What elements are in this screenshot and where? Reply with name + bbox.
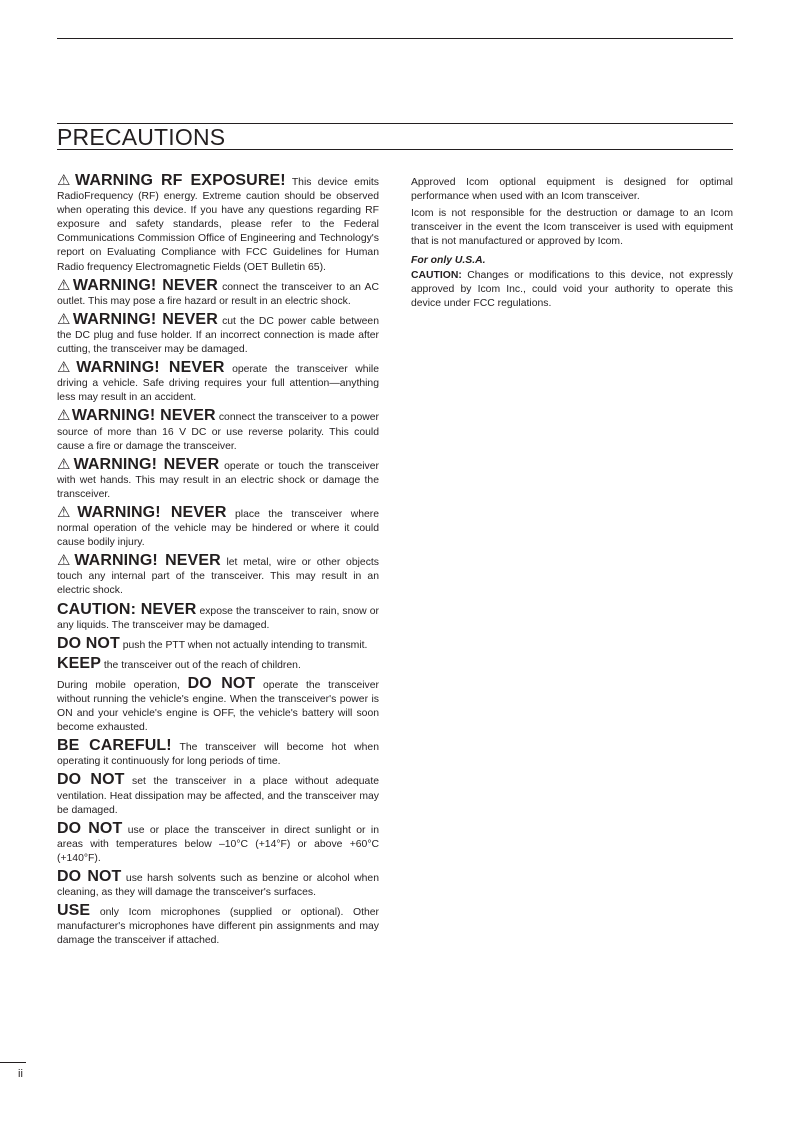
precaution-item xyxy=(57,503,379,550)
precaution-heading-text: WARNING! NEVER xyxy=(77,503,227,521)
precaution-text: only Icom microphones (supplied or optional). Other manufacturer's microphones have different pin assignments and may damage the transceiver if attached. xyxy=(57,907,379,947)
precaution-item xyxy=(57,455,379,502)
precaution-text: operate the transceiver without running the vehicle's engine. When the transceiver's power is ON and your vehicle's engine is OFF, the vehicle's battery will soon become exhausted. xyxy=(57,679,379,734)
precaution-item xyxy=(57,773,379,817)
precaution-heading xyxy=(57,504,226,521)
precaution-heading xyxy=(57,172,286,189)
precaution-heading xyxy=(57,868,121,885)
warning-triangle-icon: ⚠ xyxy=(57,455,73,473)
precaution-heading-text: DO NOT xyxy=(57,634,120,652)
precaution-text: operate or touch the transceiver with wet hands. This may result in an electric shock or damage the transceiver. xyxy=(57,460,379,500)
precaution-heading xyxy=(57,635,120,652)
precaution-text: This device emits RadioFrequency (RF) energy. Extreme caution should be observed when operating this device. If you have any questions regarding RF exposure and safety standards, please refer to the Federal Communications Commission Office of Engineering and Technology's report on Evaluating Compliance with FCC Guidelines for Human Radio frequency Electromagnetic Fields (OET Bulletin 65). xyxy=(57,177,379,273)
precaution-heading xyxy=(57,456,219,473)
warning-triangle-icon: ⚠ xyxy=(57,310,72,328)
warning-triangle-icon: ⚠ xyxy=(57,503,77,521)
page-number: ii xyxy=(18,1068,23,1080)
warning-triangle-icon: ⚠ xyxy=(57,276,72,294)
precaution-heading-text: CAUTION: NEVER xyxy=(57,600,197,618)
title-rule-bottom xyxy=(57,149,733,150)
warning-triangle-icon: ⚠ xyxy=(57,407,71,425)
precaution-heading xyxy=(57,311,218,328)
precaution-heading xyxy=(188,675,256,692)
precaution-heading-text: WARNING! NEVER xyxy=(76,359,225,377)
precaution-heading xyxy=(57,407,216,424)
precaution-heading xyxy=(57,359,225,376)
precaution-heading xyxy=(57,277,218,294)
precaution-text: push the PTT when not actually intending to transmit. xyxy=(119,639,368,651)
precaution-heading xyxy=(57,601,196,618)
precaution-heading-text: DO NOT xyxy=(187,674,256,692)
precaution-text: the transceiver out of the reach of children. xyxy=(100,659,301,671)
precaution-heading xyxy=(57,771,124,788)
footer-rule xyxy=(0,1062,26,1063)
precaution-text: let metal, wire or other objects touch any internal part of the transceiver. This may result in an electric shock. xyxy=(57,557,379,597)
caution-text: Changes or modifications to this device, not expressly approved by Icom Inc., could void your authority to operate this device under FCC regulations. xyxy=(411,269,733,309)
precaution-prefix: During mobile operation, xyxy=(57,679,188,691)
precaution-heading-text: WARNING! NEVER xyxy=(73,455,220,473)
precaution-heading-text: WARNING! NEVER xyxy=(71,407,216,425)
approved-equipment-paragraph: Approved Icom optional equipment is designed for optimal performance when used with an Icom transceiver. xyxy=(411,177,733,203)
left-column xyxy=(57,174,379,953)
precaution-item xyxy=(57,600,379,633)
precaution-heading-text: DO NOT xyxy=(57,771,125,789)
precaution-heading xyxy=(57,552,221,569)
warning-triangle-icon: ⚠ xyxy=(57,359,76,377)
precaution-item xyxy=(57,819,379,866)
precaution-item xyxy=(57,634,379,653)
precaution-item xyxy=(57,904,379,948)
precaution-item xyxy=(57,276,379,309)
precaution-text: The transceiver will become hot when operating it continuously for long periods of time. xyxy=(57,742,379,768)
precaution-text: use harsh solvents such as benzine or alcohol when cleaning, as they will damage the transceiver's surfaces. xyxy=(57,873,379,899)
precaution-item xyxy=(57,310,379,357)
precaution-item xyxy=(57,361,379,405)
precaution-heading-text: WARNING! NEVER xyxy=(74,552,221,570)
precaution-heading-text: KEEP xyxy=(57,654,101,672)
precaution-heading-text: DO NOT xyxy=(57,819,123,837)
precaution-heading-text: DO NOT xyxy=(57,868,122,886)
right-column xyxy=(411,176,733,314)
precaution-text: place the transceiver where normal operation of the vehicle may be hindered or where it could cause bodily injury. xyxy=(57,508,379,549)
responsibility-paragraph: Icom is not responsible for the destruction or damage to an Icom transceiver in the event the Icom transceiver is used with equipment that is not manufactured or approved by Icom. xyxy=(411,208,733,248)
caution-label: CAUTION: xyxy=(411,269,462,281)
page-title: PRECAUTIONS xyxy=(57,124,226,150)
precaution-item xyxy=(57,654,379,673)
warning-triangle-icon: ⚠ xyxy=(57,172,74,189)
precaution-heading xyxy=(57,820,122,837)
precaution-heading-text: WARNING RF EXPOSURE! xyxy=(75,172,286,189)
precaution-text: cut the DC power cable between the DC plug and fuse holder. If an incorrect connection is made after cutting, the transceiver may be damaged. xyxy=(57,315,379,356)
precaution-text: expose the transceiver to rain, snow or any liquids. The transceiver may be damaged. xyxy=(57,605,379,631)
fcc-caution-paragraph xyxy=(411,269,733,311)
precaution-heading xyxy=(57,902,90,919)
precaution-heading-text: USE xyxy=(57,902,91,920)
precaution-text: use or place the transceiver in direct sunlight or in areas with temperatures below –10°C (+14°F) or above +60°C (+140°F). xyxy=(57,824,379,864)
precaution-item xyxy=(57,674,379,735)
precaution-heading xyxy=(57,737,172,754)
precaution-text: connect the transceiver to an AC outlet. This may pose a fire hazard or result in an electric shock. xyxy=(57,281,379,307)
precaution-item xyxy=(57,870,379,900)
precaution-text: operate the transceiver while driving a vehicle. Safe driving requires your full attention—anything less may result in an accident. xyxy=(57,364,379,404)
warning-triangle-icon: ⚠ xyxy=(57,552,74,570)
precaution-item xyxy=(57,554,379,598)
precaution-text: set the transceiver in a place without adequate ventilation. Heat dissipation may be affected, and the transceiver may be damaged. xyxy=(57,776,379,816)
usa-heading: For only U.S.A. xyxy=(411,255,486,267)
precaution-item xyxy=(57,174,379,275)
precaution-text: connect the transceiver to a power source of more than 16 V DC or use reverse polarity. This could cause a fire or damage the transceiver. xyxy=(57,412,379,452)
precaution-item xyxy=(57,409,379,453)
precaution-item xyxy=(57,739,379,769)
precaution-heading-text: WARNING! NEVER xyxy=(72,276,218,294)
precaution-heading-text: WARNING! NEVER xyxy=(72,310,218,328)
precaution-heading xyxy=(57,655,101,672)
header-rule xyxy=(57,38,733,39)
precaution-heading-text: BE CAREFUL! xyxy=(57,737,172,755)
